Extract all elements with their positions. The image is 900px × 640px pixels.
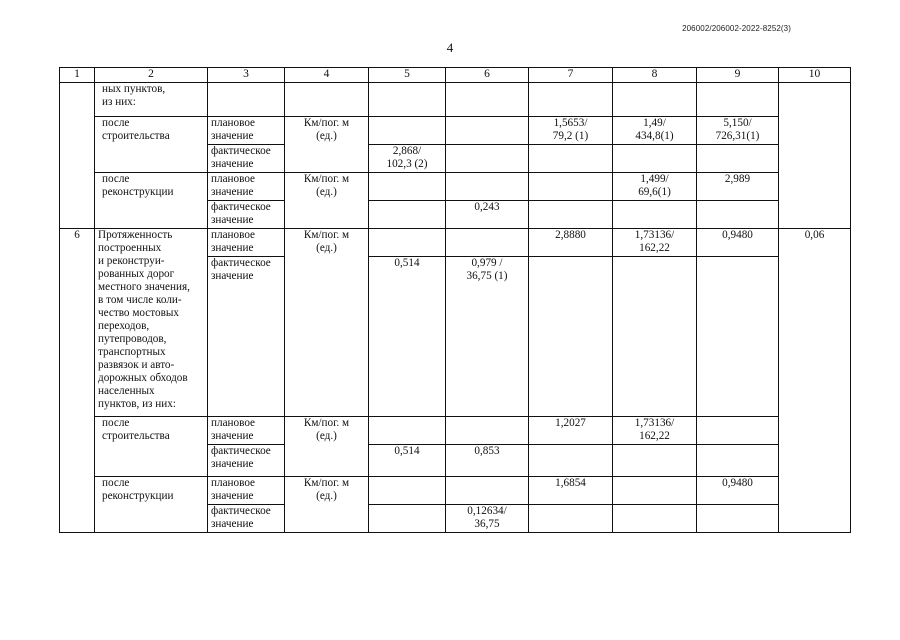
table-cell: 1,73136/ 162,22	[613, 229, 697, 257]
value-type-cell: фактическое значение	[208, 145, 285, 173]
table-cell	[446, 83, 529, 117]
table-cell	[697, 417, 779, 445]
header-cell: 10	[779, 68, 851, 83]
table-cell	[529, 505, 613, 533]
header-cell: 5	[369, 68, 446, 83]
table-cell	[613, 83, 697, 117]
value-type-cell: плановое значение	[208, 117, 285, 145]
table-cell: 0,979 / 36,75 (1)	[446, 257, 529, 417]
unit-cell: Км/пог. м (ед.)	[285, 173, 369, 229]
table-cell: 2,989	[697, 173, 779, 201]
table-cell	[369, 229, 446, 257]
indicator-cell: после строительства	[95, 417, 208, 477]
table-cell: 1,5653/ 79,2 (1)	[529, 117, 613, 145]
table-row	[60, 173, 851, 201]
value-type-cell: плановое значение	[208, 173, 285, 201]
document-id: 206002/206002-2022-8252(3)	[682, 24, 791, 33]
table-cell: 0,9480	[697, 229, 779, 257]
table-cell	[613, 145, 697, 173]
table-row	[60, 229, 851, 257]
table-cell	[613, 445, 697, 477]
indicator-cell: после строительства	[95, 117, 208, 173]
table-cell	[446, 417, 529, 445]
table-row	[60, 83, 851, 117]
indicator-cell: ных пунктов, из них:	[95, 83, 208, 117]
table-cell	[529, 201, 613, 229]
table-cell	[697, 445, 779, 477]
header-cell: 4	[285, 68, 369, 83]
table-cell: 1,499/ 69,6(1)	[613, 173, 697, 201]
table-cell	[529, 145, 613, 173]
table-cell: 5,150/ 726,31(1)	[697, 117, 779, 145]
row-number-cell	[60, 83, 95, 229]
table-cell: 1,2027	[529, 417, 613, 445]
table-cell: 0,243	[446, 201, 529, 229]
table-cell: 0,514	[369, 445, 446, 477]
header-cell: 2	[95, 68, 208, 83]
value-type-cell: плановое значение	[208, 229, 285, 257]
page-number: 4	[446, 40, 454, 55]
indicator-cell: Протяженность построенных и реконструи- рованных дорог местного значения, в том числе коли- чество мостовых переходов, путепроводов, транспортных развязок и авто- дорожных обходов населенных пунктов, из них:	[95, 229, 208, 417]
table-cell	[697, 201, 779, 229]
table-cell	[613, 505, 697, 533]
table-cell: 0,853	[446, 445, 529, 477]
table-cell	[697, 145, 779, 173]
table-cell	[446, 229, 529, 257]
table-cell	[369, 505, 446, 533]
table-cell: 1,49/ 434,8(1)	[613, 117, 697, 145]
table-cell	[369, 417, 446, 445]
indicator-cell: после реконструкции	[95, 173, 208, 229]
table-cell: 0,12634/ 36,75	[446, 505, 529, 533]
table-cell	[613, 201, 697, 229]
value-type-cell: плановое значение	[208, 417, 285, 445]
table-cell	[613, 257, 697, 417]
value-type-cell: фактическое значение	[208, 201, 285, 229]
table-cell	[369, 201, 446, 229]
table-cell	[208, 83, 285, 117]
header-cell: 7	[529, 68, 613, 83]
indicator-cell: после реконструкции	[95, 477, 208, 533]
table-cell	[779, 83, 851, 229]
unit-cell: Км/пог. м (ед.)	[285, 477, 369, 533]
table-cell	[697, 83, 779, 117]
table-cell	[369, 83, 446, 117]
table-cell: 2,8880	[529, 229, 613, 257]
table-cell	[369, 117, 446, 145]
table-cell: 2,868/ 102,3 (2)	[369, 145, 446, 173]
table-cell	[613, 477, 697, 505]
table-row	[60, 477, 851, 505]
value-type-cell: фактическое значение	[208, 445, 285, 477]
value-type-cell: плановое значение	[208, 477, 285, 505]
table-row	[60, 117, 851, 145]
value-type-cell: фактическое значение	[208, 505, 285, 533]
table-cell: 0,514	[369, 257, 446, 417]
unit-cell: Км/пог. м (ед.)	[285, 117, 369, 173]
table-cell: 0,06	[779, 229, 851, 533]
table-cell	[446, 145, 529, 173]
table-cell	[529, 173, 613, 201]
unit-cell: Км/пог. м (ед.)	[285, 417, 369, 477]
table-cell: 1,73136/ 162,22	[613, 417, 697, 445]
table-cell	[446, 173, 529, 201]
data-table	[59, 67, 851, 533]
table-cell	[446, 117, 529, 145]
table-cell	[285, 83, 369, 117]
value-type-cell: фактическое значение	[208, 257, 285, 417]
table-cell	[697, 505, 779, 533]
row-number-cell: 6	[60, 229, 95, 533]
table-cell: 1,6854	[529, 477, 613, 505]
table-cell	[529, 445, 613, 477]
table-cell	[529, 257, 613, 417]
table-cell	[369, 173, 446, 201]
unit-cell: Км/пог. м (ед.)	[285, 229, 369, 417]
header-cell: 8	[613, 68, 697, 83]
header-cell: 3	[208, 68, 285, 83]
table-cell	[369, 477, 446, 505]
header-row	[60, 68, 851, 83]
table-cell	[697, 257, 779, 417]
table-cell: 0,9480	[697, 477, 779, 505]
header-cell: 9	[697, 68, 779, 83]
table-row	[60, 417, 851, 445]
table-cell	[529, 83, 613, 117]
header-cell: 6	[446, 68, 529, 83]
header-cell: 1	[60, 68, 95, 83]
table-cell	[446, 477, 529, 505]
